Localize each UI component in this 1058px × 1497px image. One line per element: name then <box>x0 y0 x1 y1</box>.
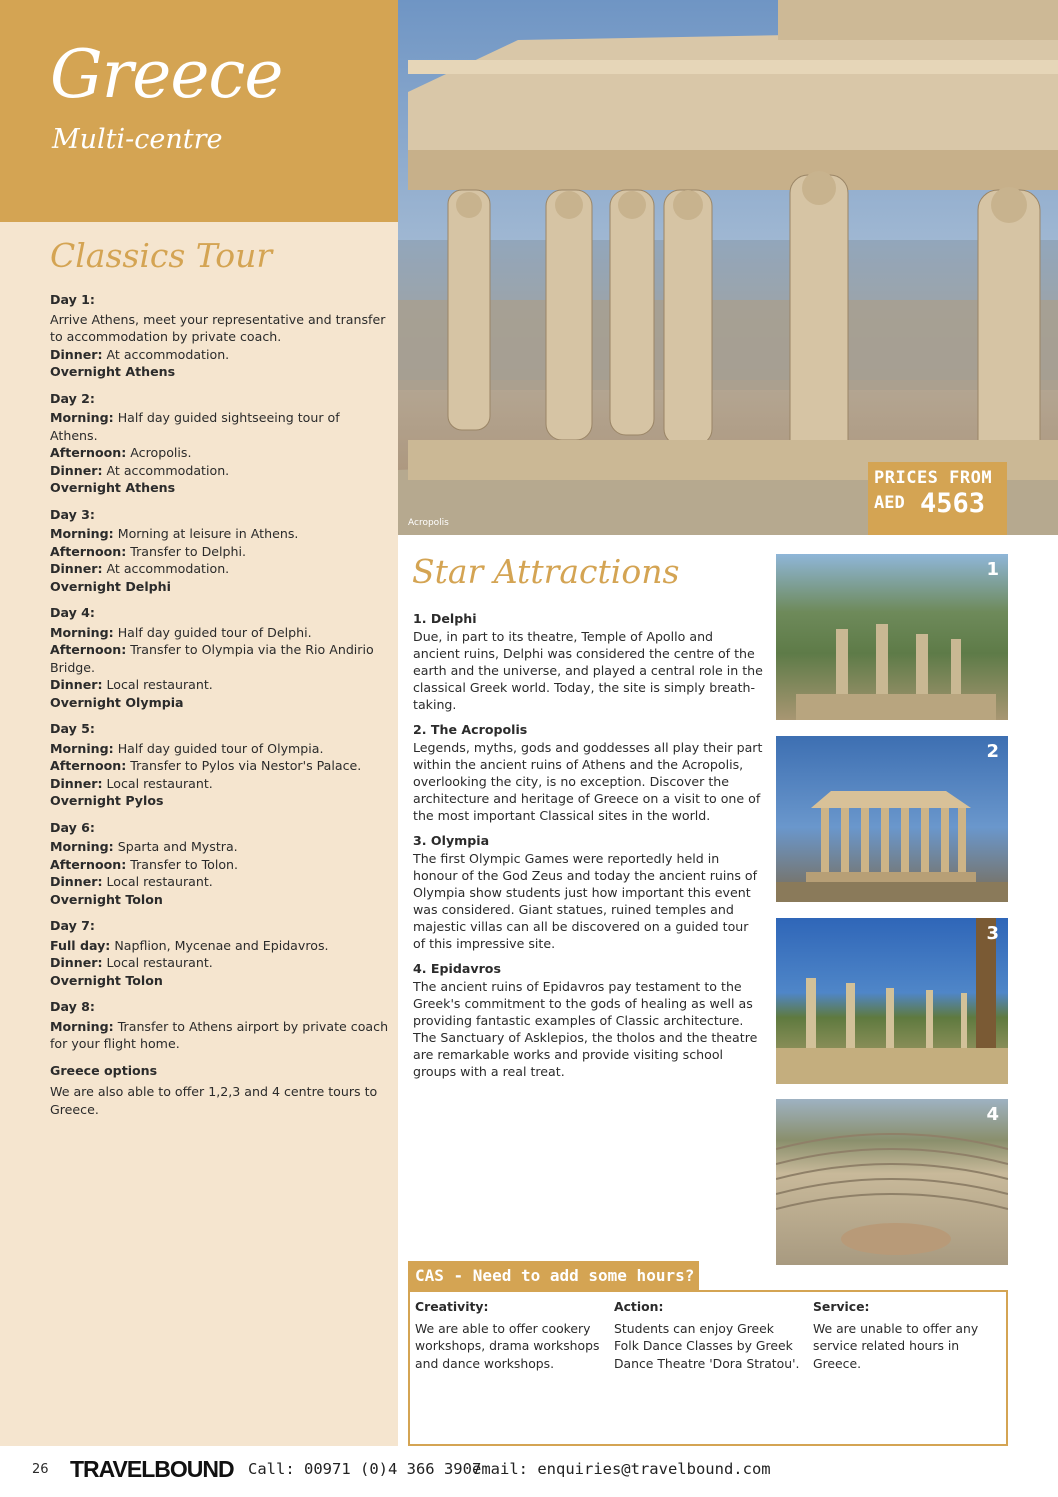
delphi-photo <box>776 554 1008 720</box>
activity-label: Morning: <box>50 526 114 541</box>
delphi-illustration <box>776 554 1008 720</box>
activity-label: Morning: <box>50 1018 114 1034</box>
activity-text: Local restaurant. <box>102 955 213 970</box>
day-activity <box>50 641 390 676</box>
cas-service <box>813 1298 1001 1372</box>
day-activity <box>50 676 390 694</box>
activity-text: Transfer to Tolon. <box>126 856 239 872</box>
activity-text: Transfer to Athens airport by private coach for your flight home. <box>50 1018 389 1051</box>
day-heading: Day 1: <box>50 292 95 307</box>
day-activity <box>50 775 390 793</box>
activity-text: Sparta and Mystra. <box>113 839 238 854</box>
activity-label: Full day: <box>50 937 111 953</box>
activity-label: Morning: <box>50 740 114 756</box>
thumb-number: 4 <box>986 1104 999 1125</box>
itinerary-list <box>50 291 390 1118</box>
photo-caption: Acropolis <box>408 518 449 528</box>
activity-label: Dinner: <box>50 775 103 791</box>
thumb-number: 3 <box>986 923 999 944</box>
price-label: PRICES FROM <box>874 468 993 488</box>
day-activity <box>50 525 390 543</box>
parthenon-photo <box>776 736 1008 902</box>
day-activity <box>50 937 390 955</box>
day-activity <box>50 346 390 364</box>
acropolis-illustration <box>398 0 1058 535</box>
email-contact: email: enquiries@travelbound.com <box>472 1460 771 1478</box>
attraction-title: 2. The Acropolis <box>413 722 528 737</box>
day-heading: Day 6: <box>50 819 95 835</box>
itinerary-day <box>50 604 390 711</box>
overnight-location: Overnight Delphi <box>50 578 171 594</box>
overnight-location: Overnight Pylos <box>50 793 164 808</box>
olympia-photo <box>776 918 1008 1084</box>
itinerary-day <box>50 917 390 989</box>
attraction-title: 1. Delphi <box>413 611 477 626</box>
cas-action-text: Students can enjoy Greek Folk Dance Classes by Greek Dance Theatre 'Dora Stratou'. <box>614 1320 800 1371</box>
itinerary-day <box>50 720 390 810</box>
overnight-location: Overnight Tolon <box>50 972 163 988</box>
olympia-illustration <box>776 918 1008 1084</box>
itinerary-day <box>50 998 390 1053</box>
overnight-location: Overnight Tolon <box>50 891 163 907</box>
epidavros-photo <box>776 1099 1008 1265</box>
price-value: 4563 <box>920 488 986 519</box>
footer <box>0 1446 1058 1497</box>
activity-label: Dinner: <box>50 677 103 692</box>
price-badge <box>868 462 1007 535</box>
parthenon-illustration <box>776 736 1008 902</box>
activity-text: Arrive Athens, meet your representative and transfer to accommodation by private coach. <box>50 311 386 344</box>
cas-tab <box>408 1261 699 1291</box>
activity-text: Local restaurant. <box>102 677 213 692</box>
itinerary-day <box>50 291 390 381</box>
activity-text: At accommodation. <box>102 462 230 478</box>
cas-creativity <box>415 1298 603 1372</box>
activity-label: Afternoon: <box>50 445 127 460</box>
overnight-location: Overnight Athens <box>50 480 176 495</box>
star-attractions-heading: Star Attractions <box>412 552 680 591</box>
day-activity <box>50 624 390 642</box>
itinerary-day <box>50 506 390 596</box>
day-activity <box>50 954 390 972</box>
day-activity <box>50 311 390 346</box>
page-subtitle: Multi-centre <box>52 124 223 155</box>
day-heading: Day 2: <box>50 390 95 406</box>
day-activity <box>50 462 390 480</box>
day-activity <box>50 757 390 775</box>
attraction-text: Due, in part to its theatre, Temple of Apollo and ancient ruins, Delphi was considered the centre of the earth and the universe, and played a central role in the classical Greek world. Today, the site is simply breath-taking. <box>413 629 763 712</box>
overnight-location: Overnight Olympia <box>50 694 184 710</box>
activity-label: Morning: <box>50 410 114 425</box>
activity-label: Morning: <box>50 624 114 640</box>
day-heading: Day 8: <box>50 999 95 1014</box>
page-number: 26 <box>32 1462 49 1477</box>
activity-text: Local restaurant. <box>102 874 213 889</box>
activity-text: Local restaurant. <box>102 775 213 791</box>
travelbound-logo: TRAVELBOUND <box>70 1456 234 1482</box>
day-activity <box>50 560 390 578</box>
activity-label: Afternoon: <box>50 856 127 872</box>
thumb-number: 1 <box>986 559 999 580</box>
options-heading: Greece options <box>50 1062 158 1078</box>
page-title: Greece <box>50 36 283 113</box>
day-activity <box>50 856 390 874</box>
price-currency: AED <box>874 493 905 513</box>
activity-label: Morning: <box>50 839 114 854</box>
activity-text: Half day guided tour of Olympia. <box>113 740 324 756</box>
day-activity <box>50 838 390 856</box>
classics-tour-heading: Classics Tour <box>50 236 273 275</box>
activity-label: Dinner: <box>50 561 103 576</box>
activity-label: Dinner: <box>50 874 103 889</box>
thumb-number: 2 <box>986 741 999 762</box>
day-activity <box>50 409 390 444</box>
day-heading: Day 5: <box>50 721 95 736</box>
attraction-item <box>413 721 763 824</box>
day-activity <box>50 740 390 758</box>
attraction-item <box>413 610 763 713</box>
attraction-text: Legends, myths, gods and goddesses all play their part within the ancient ruins of Athens and the Acropolis, overlooking the city, is no exception. Discover the architecture and heritage of Greece on a visit to one of the most important Classical sites in the world. <box>413 740 763 823</box>
header-banner <box>0 0 398 222</box>
acropolis-photo <box>398 0 1058 535</box>
activity-label: Afternoon: <box>50 543 127 559</box>
cas-service-heading: Service: <box>813 1299 870 1314</box>
attraction-item <box>413 832 763 952</box>
attraction-title: 4. Epidavros <box>413 961 501 976</box>
attraction-text: The first Olympic Games were reportedly held in honour of the God Zeus and today the ancient ruins of Olympia show students just how important this event was considered. Giant statues, ruined temples and majestic villas can all be discovered on a guided tour of this impressive site. <box>413 851 758 951</box>
activity-text: Acropolis. <box>126 445 192 460</box>
activity-text: Morning at leisure in Athens. <box>113 526 299 541</box>
activity-text: At accommodation. <box>102 561 230 576</box>
activity-label: Dinner: <box>50 346 103 362</box>
cas-box <box>408 1290 1008 1446</box>
activity-text: Napflion, Mycenae and Epidavros. <box>110 937 329 953</box>
activity-text: Transfer to Delphi. <box>126 543 246 559</box>
attraction-title: 3. Olympia <box>413 833 490 848</box>
activity-text: Transfer to Olympia via the Rio Andirio Bridge. <box>50 642 374 675</box>
epidavros-illustration <box>776 1099 1008 1265</box>
activity-label: Dinner: <box>50 462 103 478</box>
day-heading: Day 3: <box>50 506 95 522</box>
day-activity <box>50 543 390 561</box>
day-heading: Day 7: <box>50 918 95 933</box>
attraction-text: The ancient ruins of Epidavros pay testament to the Greek's commitment to the gods of healing as well as providing fantastic examples of Classic architecture. The Sanctuary of Asklepios, the tholos and the theatre are remarkable works and provide visiting school groups with a real treat. <box>413 979 758 1079</box>
cas-action <box>614 1298 802 1372</box>
cas-service-text: We are unable to offer any service related hours in Greece. <box>813 1320 979 1371</box>
activity-text: Half day guided tour of Delphi. <box>113 624 312 640</box>
day-activity <box>50 1018 390 1053</box>
phone-contact: Call: 00971 (0)4 366 3907 <box>248 1460 482 1478</box>
day-activity <box>50 444 390 462</box>
activity-text: At accommodation. <box>102 346 230 362</box>
overnight-location: Overnight Athens <box>50 364 176 379</box>
cas-action-heading: Action: <box>614 1299 664 1314</box>
day-heading: Day 4: <box>50 605 95 620</box>
activity-label: Afternoon: <box>50 642 127 657</box>
cas-creativity-text: We are able to offer cookery workshops, drama workshops and dance workshops. <box>415 1320 600 1371</box>
day-activity <box>50 873 390 891</box>
options-text: We are also able to offer 1,2,3 and 4 centre tours to Greece. <box>50 1084 378 1117</box>
cas-creativity-heading: Creativity: <box>415 1299 489 1314</box>
activity-text: Transfer to Pylos via Nestor's Palace. <box>126 758 362 773</box>
itinerary-day <box>50 390 390 497</box>
activity-label: Afternoon: <box>50 758 127 773</box>
cas-title: CAS - Need to add some hours? <box>415 1266 695 1285</box>
itinerary-day <box>50 819 390 909</box>
attraction-item <box>413 960 763 1080</box>
attractions-list <box>413 610 763 1088</box>
activity-text: Half day guided sightseeing tour of Athens. <box>50 410 340 443</box>
activity-label: Dinner: <box>50 955 103 970</box>
